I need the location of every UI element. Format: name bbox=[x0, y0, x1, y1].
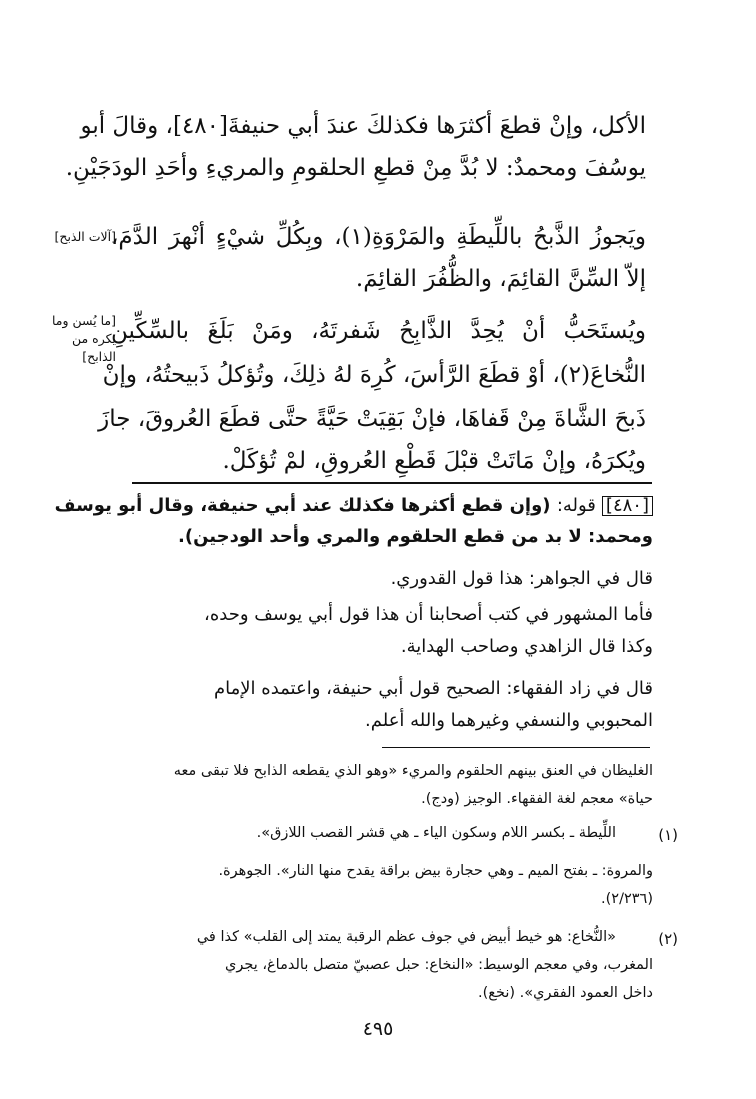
commentary-quote: (وإن قطع أكثرها فكذلك عند أبي حنيفة، وقال أبو يوسف bbox=[54, 495, 551, 516]
commentary-heading-line bbox=[54, 495, 653, 516]
footnote-divider bbox=[382, 747, 650, 748]
margin-note-text: [ما يُسن وما bbox=[51, 313, 116, 328]
margin-note-tools bbox=[18, 228, 116, 246]
commentary-ref: [٤٨٠] bbox=[602, 496, 653, 516]
main-text-line: ويُستَحَبُّ أنْ يُحِدَّ الذَّابِحُ شَفرتَهُ، ومَنْ بَلَغَ بالسِّكِّينِ bbox=[111, 318, 646, 344]
footnote-number: (٢) bbox=[658, 930, 678, 948]
main-text-line: ويَجوزُ الذَّبحُ باللِّيطَةِ والمَرْوَةِ(١)، وبِكُلِّ شيْءٍ أنْهرَ الدَّمَ، bbox=[111, 224, 646, 250]
footnote-line: اللِّيطة ـ بكسر اللام وسكون الياء ـ هي قشر القصب اللازق». bbox=[256, 825, 616, 841]
commentary-paragraph: قال في الجواهر: هذا قول القدوري. bbox=[390, 568, 653, 589]
footnote-number: (١) bbox=[658, 826, 678, 844]
footnote-line: «النُّخاع: هو خيط أبيض في جوف عظم الرقبة يمتد إلى القلب» كذا في bbox=[196, 929, 616, 945]
margin-note-text: يكره من bbox=[71, 331, 116, 347]
footnote-line: (٢/٢٣٦). bbox=[601, 891, 653, 907]
footnote-line: والمروة: ـ بفتح الميم ـ وهي حجارة بيض براقة يقدح منها النار». الجوهرة. bbox=[218, 863, 653, 879]
main-text-line: ذَبحَ الشَّاةَ مِنْ قَفاهَا، فإنْ بَقِيَتْ حَيَّةً حتَّى قطَعَ العُروقَ، جازَ bbox=[98, 406, 646, 432]
main-text-line: الأكل، وإنْ قطعَ أكثرَها فكذلكَ عندَ أبي حنيفةَ[٤٨٠]، وقالَ أبو bbox=[80, 113, 646, 139]
main-text-line: النُّخاعَ(٢)، أوْ قطَعَ الرَّأسَ، كُرِهَ لهُ ذلِكَ، وتُؤكلُ ذَبيحتُهُ، وإنْ bbox=[102, 362, 646, 388]
commentary-divider bbox=[132, 482, 652, 484]
margin-note-recommended bbox=[18, 312, 116, 366]
footnote-line: الغليظان في العنق بينهم الحلقوم والمريء «وهو الذي يقطعه الذابح فلا تبقى معه bbox=[173, 763, 653, 779]
commentary-paragraph: فأما المشهور في كتب أصحابنا أن هذا قول أبي يوسف وحده، bbox=[204, 604, 653, 625]
main-text-line: يوسُفَ ومحمدٌ: لا بُدَّ مِنْ قطعِ الحلقومِ والمريءِ وأحَدِ الودَجَيْنِ. bbox=[65, 155, 646, 181]
footnote-line: المغرب، وفي معجم الوسيط: «النخاع: حبل عصبيّ متصل بالدماغ، يجري bbox=[225, 957, 653, 973]
commentary-paragraph: المحبوبي والنسفي وغيرهما والله أعلم. bbox=[365, 710, 653, 731]
commentary-intro: قوله: bbox=[556, 495, 596, 516]
page-number: ٤٩٥ bbox=[362, 1018, 394, 1040]
main-text-line: ويُكرَهُ، وإنْ مَاتَتْ قبْلَ قَطْعِ العُروقِ، لمْ تُؤكَلْ. bbox=[222, 448, 646, 474]
main-text-line: إلاّ السِّنَّ القائِمَ، والظُّفُرَ القائِمَ. bbox=[355, 266, 646, 292]
commentary-quote-line: ومحمد: لا بد من قطع الحلقوم والمري وأحد الودجين). bbox=[178, 526, 653, 547]
margin-note-text: الذابح] bbox=[82, 349, 116, 365]
footnote-line: حياة» معجم لغة الفقهاء. الوجيز (ودج). bbox=[421, 791, 653, 807]
margin-note-text: [آلات الذبح] bbox=[54, 229, 116, 244]
commentary-paragraph: قال في زاد الفقهاء: الصحيح قول أبي حنيفة، واعتمده الإمام bbox=[214, 678, 653, 699]
footnote-line: داخل العمود الفقري». (نخع). bbox=[477, 985, 653, 1001]
commentary-paragraph: وكذا قال الزاهدي وصاحب الهداية. bbox=[400, 636, 653, 657]
